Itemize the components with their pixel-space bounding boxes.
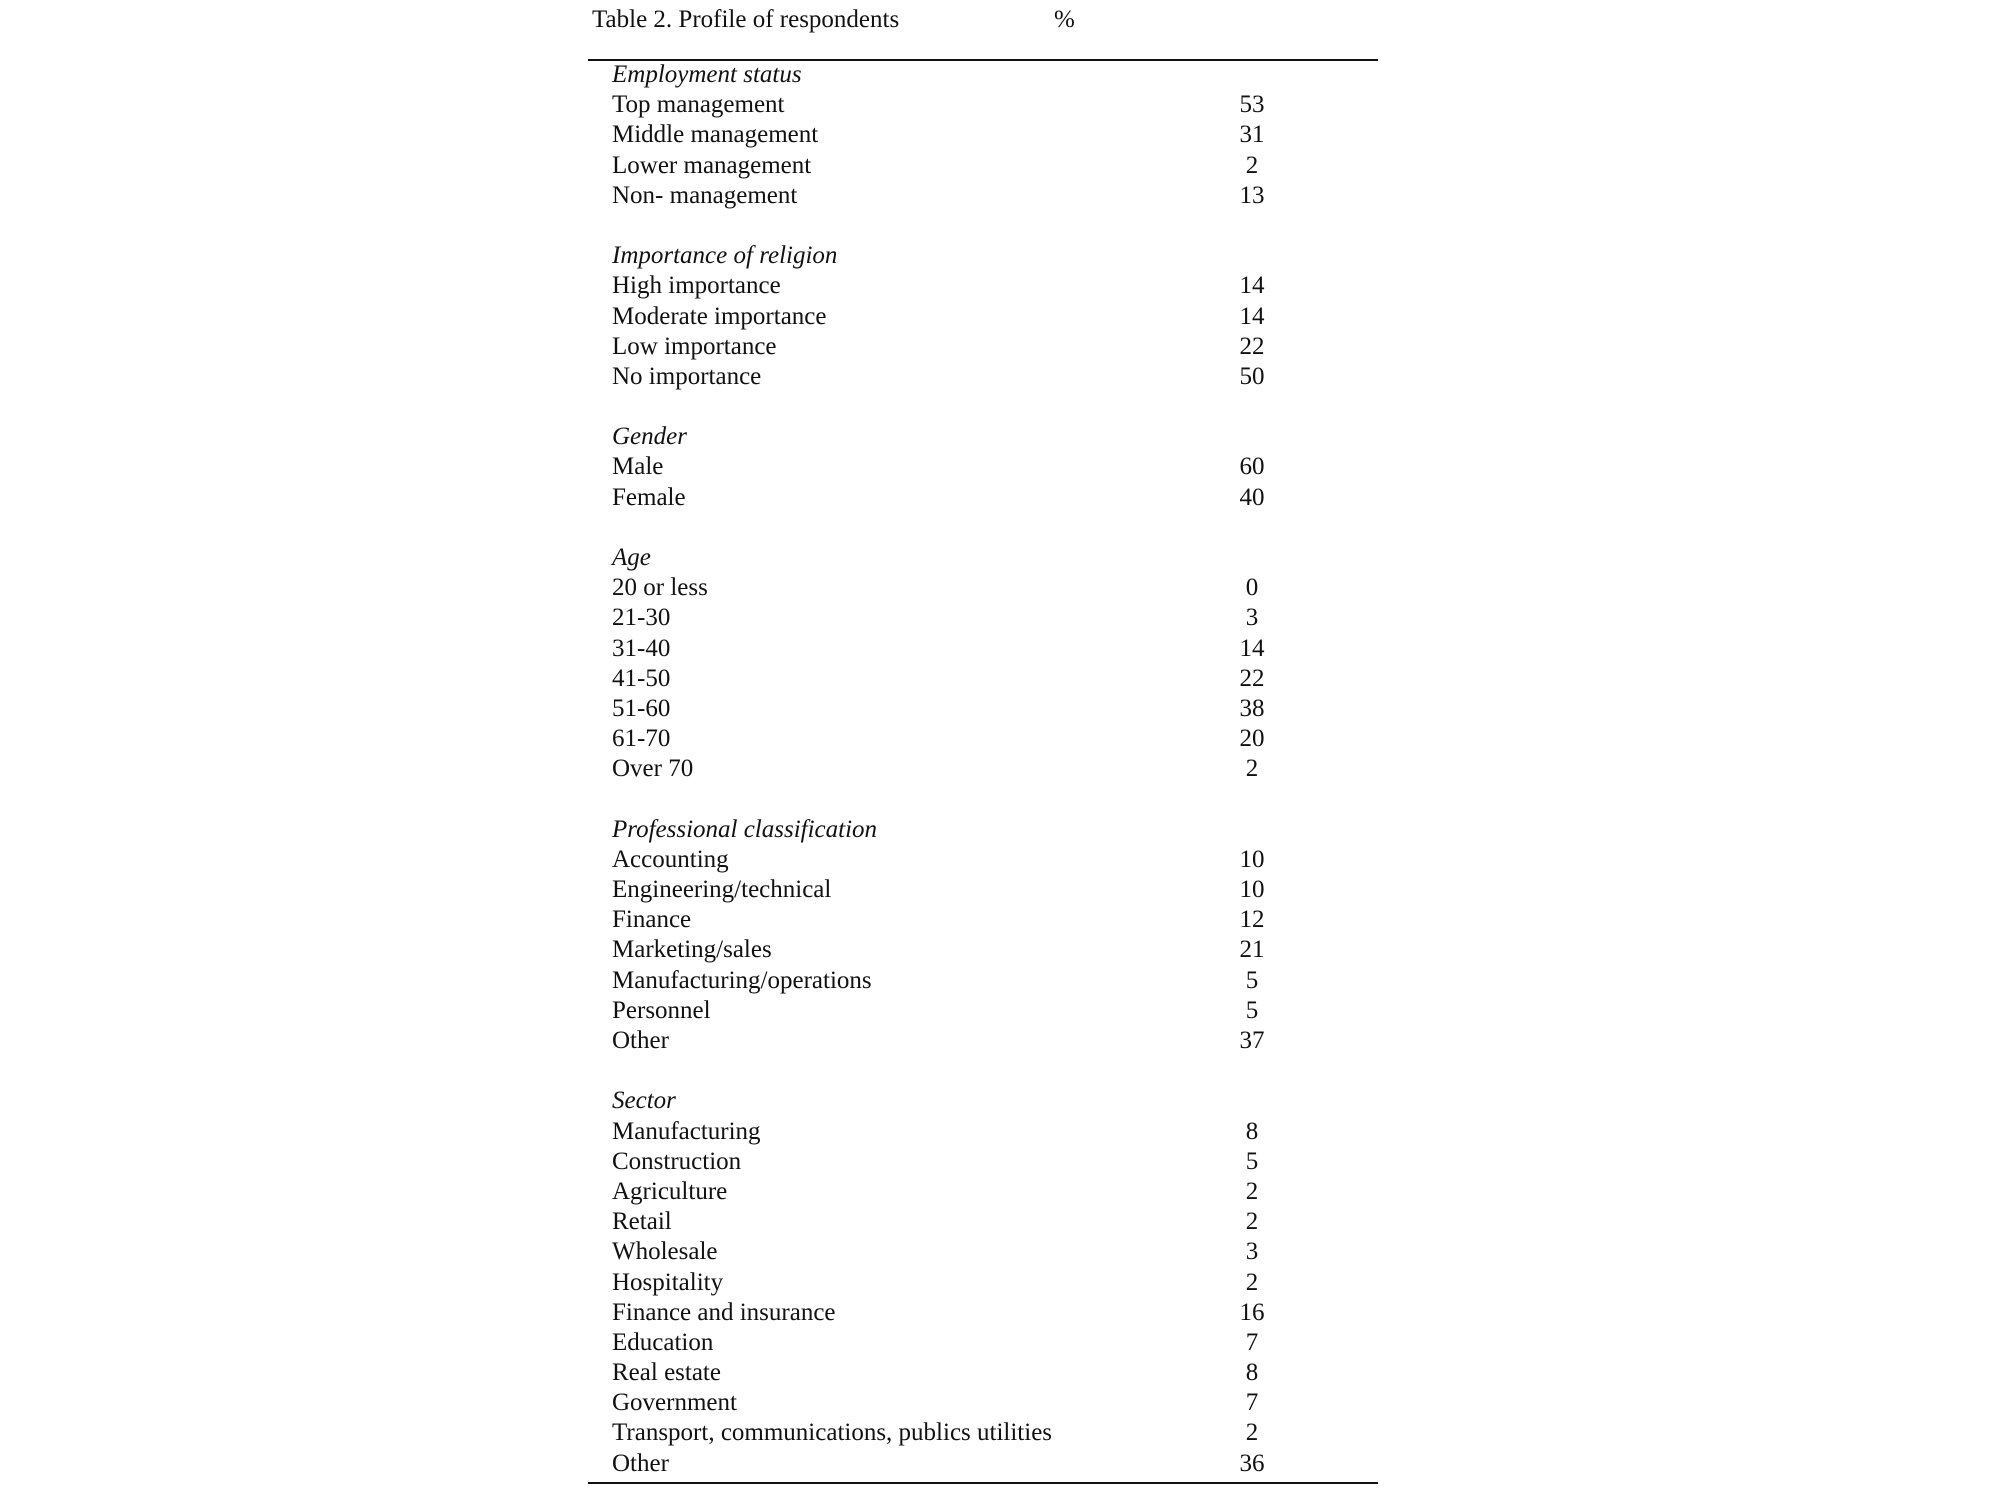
table-row xyxy=(612,483,1312,513)
table-row xyxy=(612,845,1312,875)
table-row xyxy=(612,634,1312,664)
row-label: Male xyxy=(612,453,664,481)
table-row xyxy=(612,1328,1312,1358)
row-value: 2 xyxy=(1245,755,1259,783)
row-label: Education xyxy=(612,1328,714,1356)
bottom-rule xyxy=(588,1482,1378,1484)
table-row xyxy=(612,1237,1312,1267)
table-row xyxy=(612,302,1312,332)
row-label: Finance xyxy=(612,906,692,934)
row-value: 53 xyxy=(1239,91,1265,119)
table-row xyxy=(612,90,1312,120)
table-row xyxy=(612,1449,1312,1479)
row-label: Real estate xyxy=(612,1359,721,1387)
section-spacer xyxy=(612,392,1312,422)
table-row xyxy=(612,905,1312,935)
unit-label: % xyxy=(1054,6,1075,33)
row-value: 16 xyxy=(1239,1298,1265,1326)
section-header-label: Age xyxy=(612,544,651,571)
row-value: 14 xyxy=(1239,302,1265,330)
table-row xyxy=(612,694,1312,724)
table-row xyxy=(612,120,1312,150)
section-header xyxy=(612,241,1312,271)
table-row xyxy=(612,754,1312,784)
row-label: Other xyxy=(612,1449,669,1477)
table-row xyxy=(612,362,1312,392)
row-label: Female xyxy=(612,483,686,511)
table-row xyxy=(612,664,1312,694)
row-value: 14 xyxy=(1239,272,1265,300)
table-title: Table 2. Profile of respondents xyxy=(592,6,900,33)
row-label: Middle management xyxy=(612,121,819,149)
row-value: 14 xyxy=(1239,634,1265,662)
row-value: 3 xyxy=(1245,604,1259,632)
row-value: 31 xyxy=(1239,121,1265,149)
table-row xyxy=(612,1388,1312,1418)
row-value: 5 xyxy=(1245,996,1259,1024)
section-header xyxy=(612,543,1312,573)
row-value: 2 xyxy=(1245,1177,1259,1205)
row-value: 3 xyxy=(1245,1238,1259,1266)
row-value: 7 xyxy=(1245,1328,1259,1356)
table-row xyxy=(612,603,1312,633)
table-row xyxy=(612,452,1312,482)
row-label: Engineering/technical xyxy=(612,876,832,904)
row-value: 8 xyxy=(1245,1359,1259,1387)
row-value: 2 xyxy=(1245,1419,1259,1447)
row-label: Non- management xyxy=(612,181,798,209)
row-label: Wholesale xyxy=(612,1238,718,1266)
row-label: Retail xyxy=(612,1208,672,1236)
table-row xyxy=(612,1147,1312,1177)
row-label: 51-60 xyxy=(612,694,671,722)
row-label: 31-40 xyxy=(612,634,671,662)
row-value: 8 xyxy=(1245,1117,1259,1145)
row-value: 10 xyxy=(1239,845,1265,873)
row-value: 50 xyxy=(1239,362,1265,390)
row-value: 40 xyxy=(1239,483,1265,511)
table-row xyxy=(612,1117,1312,1147)
table-caption xyxy=(592,6,1075,34)
section-header-label: Sector xyxy=(612,1087,676,1115)
row-value: 2 xyxy=(1245,1208,1259,1236)
row-value: 7 xyxy=(1245,1389,1259,1417)
profile-table xyxy=(612,60,1312,1479)
row-label: Marketing/sales xyxy=(612,936,772,964)
row-label: Top management xyxy=(612,91,785,119)
table-row xyxy=(612,332,1312,362)
row-label: Lower management xyxy=(612,151,812,179)
row-label: Low importance xyxy=(612,332,777,360)
row-value: 5 xyxy=(1245,966,1259,994)
table-row xyxy=(612,181,1312,211)
row-label: 41-50 xyxy=(612,664,671,692)
row-label: Government xyxy=(612,1389,737,1417)
table-row xyxy=(612,1026,1312,1056)
section-header-label: Importance of religion xyxy=(612,242,838,270)
table-row xyxy=(612,1268,1312,1298)
table-row xyxy=(612,996,1312,1026)
row-label: Other xyxy=(612,1027,669,1054)
row-value: 38 xyxy=(1239,694,1265,722)
table-row xyxy=(612,875,1312,905)
row-value: 22 xyxy=(1239,332,1265,360)
row-label: Personnel xyxy=(612,996,711,1024)
section-header-label: Employment status xyxy=(612,61,802,88)
row-label: 61-70 xyxy=(612,725,671,753)
table-row xyxy=(612,271,1312,301)
table-row xyxy=(612,573,1312,603)
row-value: 60 xyxy=(1239,453,1265,481)
row-label: 21-30 xyxy=(612,604,671,632)
section-spacer xyxy=(612,785,1312,815)
row-value: 12 xyxy=(1239,906,1265,934)
section-header-label: Professional classification xyxy=(612,815,878,843)
row-label: Manufacturing xyxy=(612,1117,761,1145)
row-label: Agriculture xyxy=(612,1177,728,1205)
table-row xyxy=(612,1418,1312,1448)
section-header-label: Gender xyxy=(612,423,687,451)
row-label: Manufacturing/operations xyxy=(612,966,872,994)
section-spacer xyxy=(612,513,1312,543)
row-label: Transport, communications, publics utilities xyxy=(612,1419,1053,1447)
table-row xyxy=(612,1207,1312,1237)
row-value: 10 xyxy=(1239,876,1265,904)
section-spacer xyxy=(612,1056,1312,1086)
row-value: 21 xyxy=(1239,936,1265,964)
row-value: 2 xyxy=(1245,1268,1259,1296)
row-value: 2 xyxy=(1245,151,1259,179)
row-label: No importance xyxy=(612,362,762,390)
table-row xyxy=(612,1298,1312,1328)
row-label: 20 or less xyxy=(612,574,708,602)
table-row xyxy=(612,966,1312,996)
row-label: Hospitality xyxy=(612,1268,724,1296)
section-spacer xyxy=(612,211,1312,241)
table-row xyxy=(612,1177,1312,1207)
section-header xyxy=(612,60,1312,90)
row-label: Finance and insurance xyxy=(612,1298,836,1326)
row-value: 0 xyxy=(1245,574,1259,602)
row-value: 37 xyxy=(1239,1027,1265,1054)
table-row xyxy=(612,151,1312,181)
row-label: Accounting xyxy=(612,845,729,873)
section-header xyxy=(612,422,1312,452)
row-label: Over 70 xyxy=(612,755,694,783)
table-row xyxy=(612,935,1312,965)
row-value: 22 xyxy=(1239,664,1265,692)
section-header xyxy=(612,815,1312,845)
table-row xyxy=(612,1358,1312,1388)
row-label: Moderate importance xyxy=(612,302,827,330)
row-label: Construction xyxy=(612,1147,742,1175)
table-row xyxy=(612,724,1312,754)
row-label: High importance xyxy=(612,272,781,300)
row-value: 36 xyxy=(1239,1449,1265,1477)
row-value: 13 xyxy=(1239,181,1265,209)
row-value: 5 xyxy=(1245,1147,1259,1175)
row-value: 20 xyxy=(1239,725,1265,753)
section-header xyxy=(612,1086,1312,1116)
